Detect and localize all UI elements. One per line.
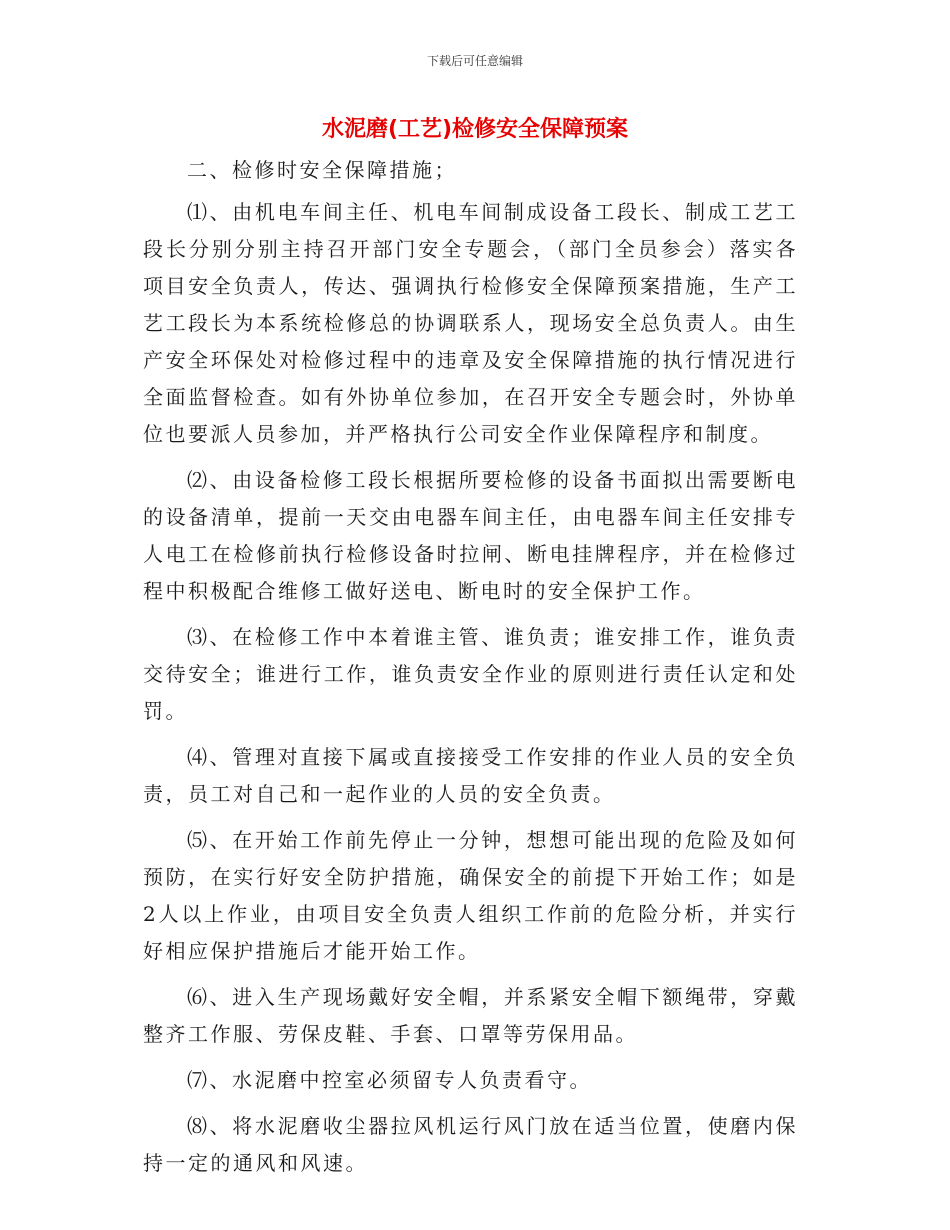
- paragraph-1: ⑴、由机电车间主任、机电车间制成设备工段长、制成工艺工段长分别分别主持召开部门安全专题会，（部门全员参会）落实各项目安全负责人，传达、强调执行检修安全保障预案措施，生产工艺工段长为本系统检修总的协调联系人，现场安全总负责人。由生产安全环保处对检修过程中的违章及安全保障措施的执行情况进行全面监督检查。如有外协单位参加，在召开安全专题会时，外协单位也要派人员参加，并严格执行公司安全作业保障程序和制度。: [143, 200, 798, 446]
- paragraph-3: ⑶、在检修工作中本着谁主管、谁负责；谁安排工作，谁负责交待安全；谁进行工作，谁负责安全作业的原则进行责任认定和处罚。: [143, 625, 798, 723]
- page-header-note: 下载后可任意编辑: [426, 54, 523, 68]
- section-heading: 二、检修时安全保障措施；: [187, 158, 457, 182]
- paragraph-7: ⑺、水泥磨中控室必须留专人负责看守。: [187, 1068, 592, 1092]
- paragraph-4: ⑷、管理对直接下属或直接接受工作安排的作业人员的安全负责，员工对自己和一起作业的人员的安全负责。: [143, 745, 798, 806]
- document-title: 水泥磨(工艺)检修安全保障预案: [321, 117, 629, 142]
- paragraph-8: ⑻、将水泥磨收尘器拉风机运行风门放在适当位置，使磨内保持一定的通风和风速。: [143, 1114, 798, 1175]
- paragraph-2: ⑵、由设备检修工段长根据所要检修的设备书面拟出需要断电的设备清单，提前一天交由电器车间主任，由电器车间主任安排专人电工在检修前执行检修设备时拉闸、断电挂牌程序，并在检修过程中积极配合维修工做好送电、断电时的安全保护工作。: [143, 468, 798, 603]
- paragraph-6: ⑹、进入生产现场戴好安全帽，并系紧安全帽下额绳带，穿戴整齐工作服、劳保皮鞋、手套、口罩等劳保用品。: [143, 985, 798, 1046]
- document-body: [143, 152, 798, 1191]
- paragraph-5: ⑸、在开始工作前先停止一分钟，想想可能出现的危险及如何预防，在实行好安全防护措施，确保安全的前提下开始工作；如是2人以上作业，由项目安全负责人组织工作前的危险分析，并实行好相应保护措施后才能开始工作。: [143, 828, 798, 963]
